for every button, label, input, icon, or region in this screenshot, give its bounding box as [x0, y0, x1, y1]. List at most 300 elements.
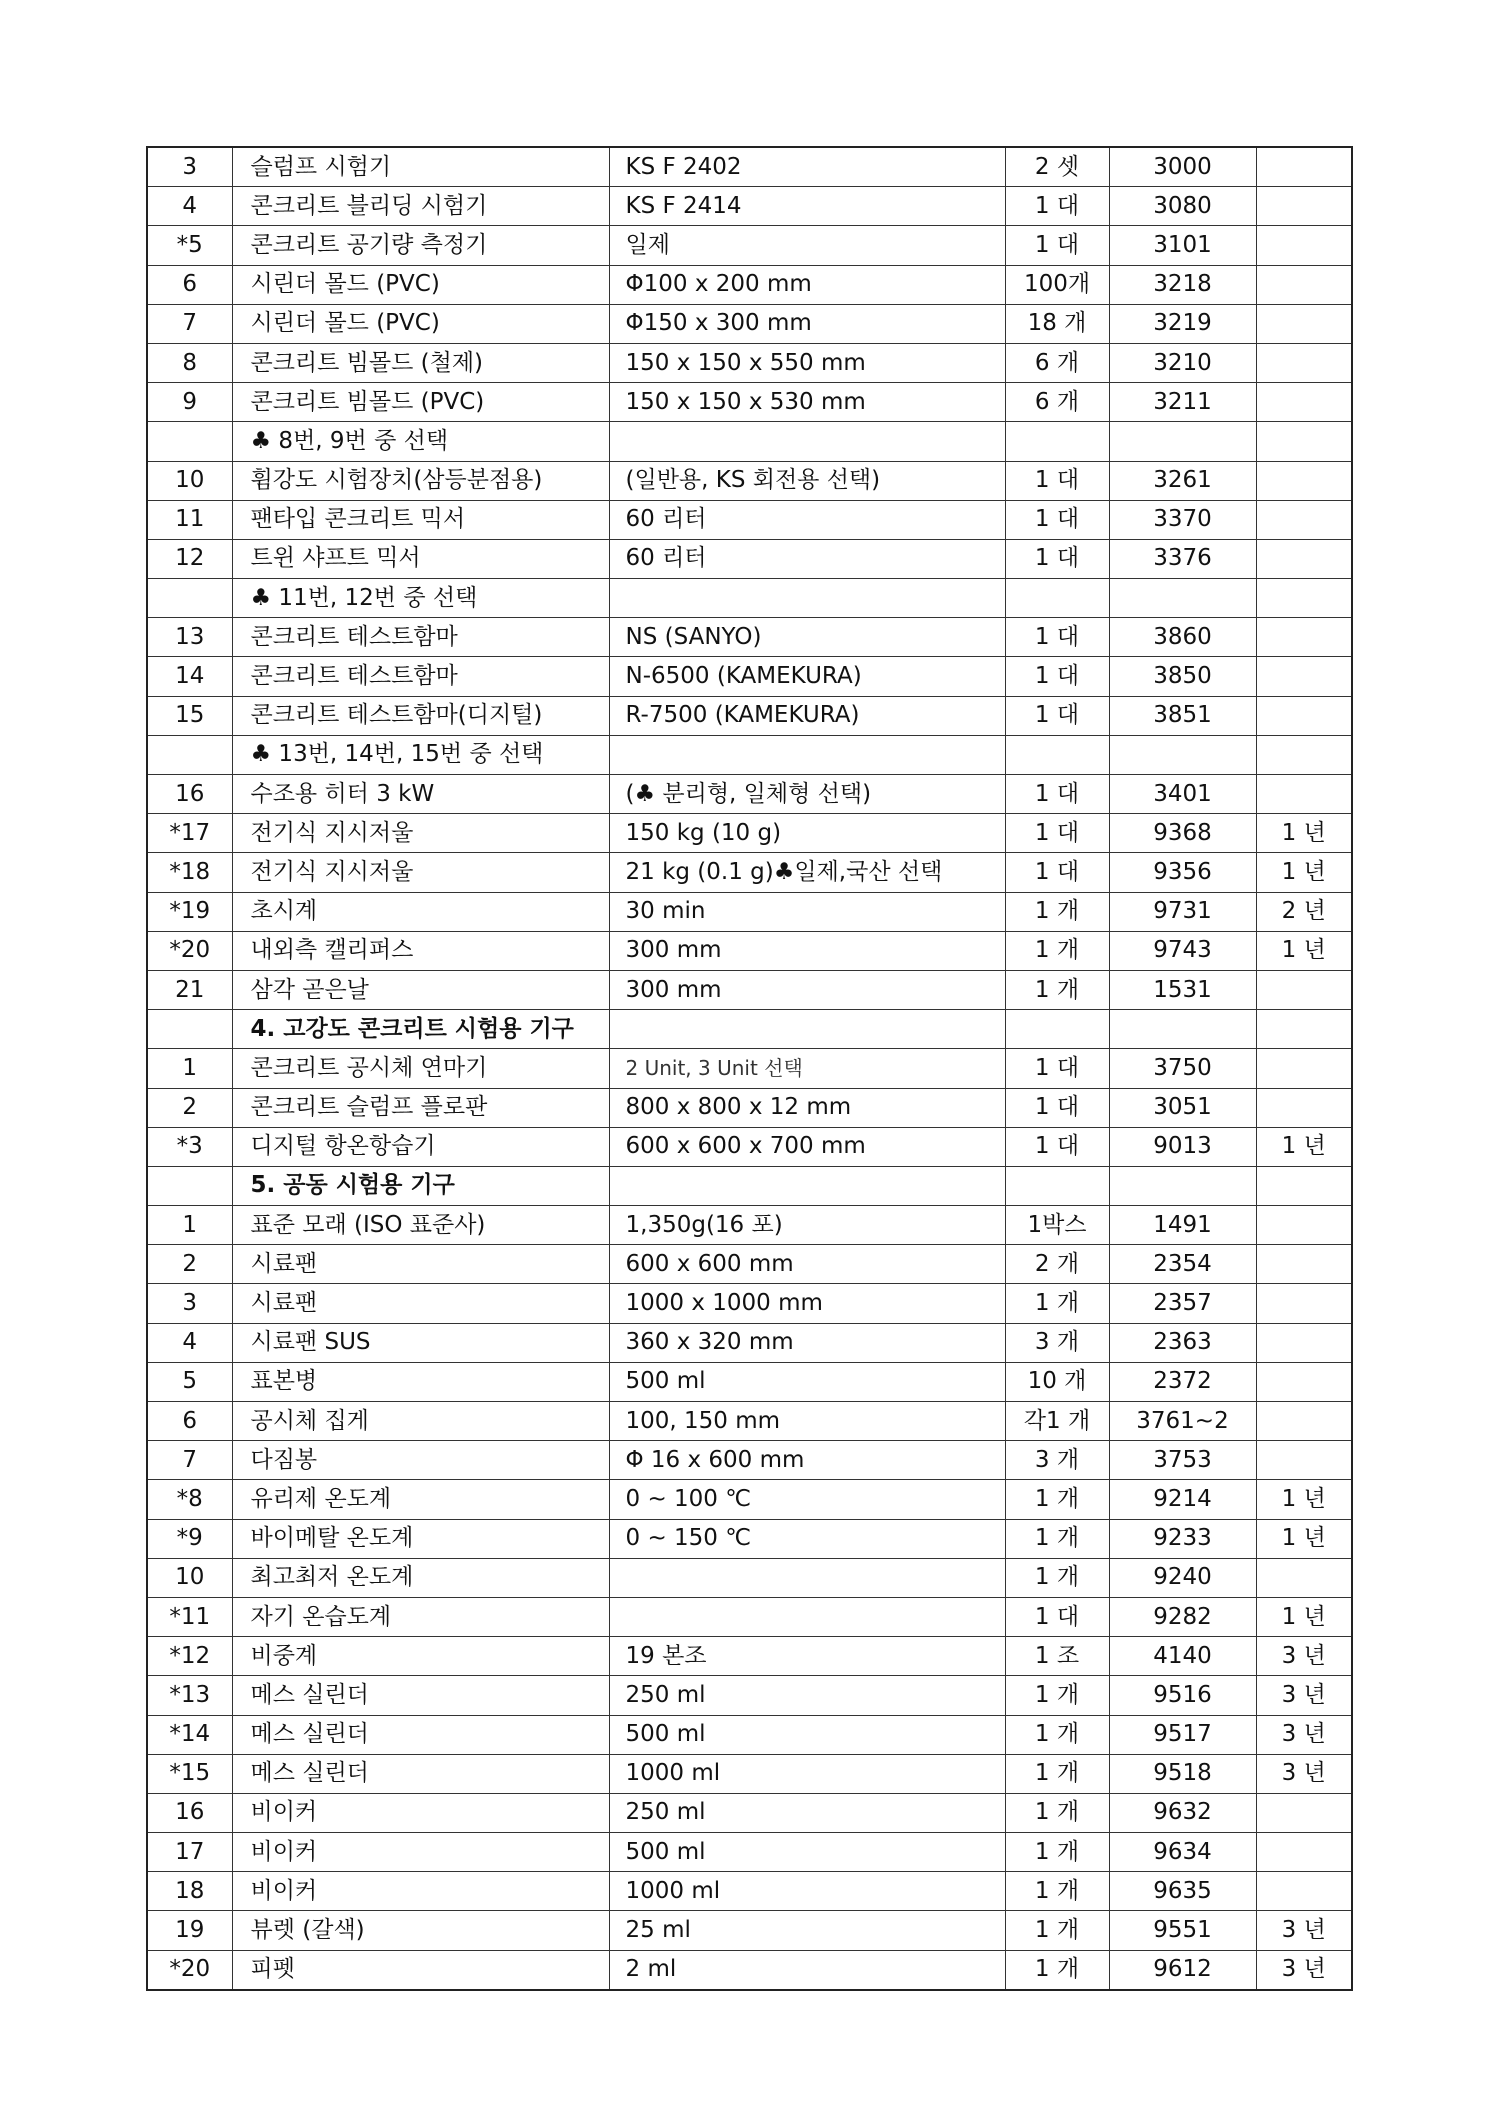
- item-quantity: 1 대: [1005, 500, 1109, 539]
- item-code: 2363: [1109, 1323, 1256, 1362]
- calibration-period: [1256, 147, 1352, 187]
- item-name: 콘크리트 공시체 연마기: [232, 1049, 609, 1088]
- item-spec: 30 min: [609, 892, 1005, 931]
- item-number: 5: [147, 1362, 232, 1401]
- table-row: [147, 1049, 1352, 1088]
- item-spec: 1000 x 1000 mm: [609, 1284, 1005, 1323]
- calibration-period: [1256, 1362, 1352, 1401]
- calibration-period: [1256, 1323, 1352, 1362]
- item-name: 콘크리트 빔몰드 (PVC): [232, 383, 609, 422]
- item-code: 3750: [1109, 1049, 1256, 1088]
- item-number: 11: [147, 500, 232, 539]
- calibration-period: [1256, 1088, 1352, 1127]
- item-number: 15: [147, 696, 232, 735]
- table-row: [147, 1441, 1352, 1480]
- item-code: 9516: [1109, 1676, 1256, 1715]
- item-spec: 250 ml: [609, 1676, 1005, 1715]
- item-spec: 250 ml: [609, 1793, 1005, 1832]
- table-row: [147, 970, 1352, 1009]
- item-quantity: 3 개: [1005, 1441, 1109, 1480]
- item-code: 9743: [1109, 931, 1256, 970]
- calibration-period: 3 년: [1256, 1911, 1352, 1950]
- item-code: 3219: [1109, 304, 1256, 343]
- item-number: 3: [147, 1284, 232, 1323]
- item-spec: 1,350g(16 포): [609, 1206, 1005, 1245]
- table-row: [147, 461, 1352, 500]
- calibration-period: [1256, 775, 1352, 814]
- item-code: 9214: [1109, 1480, 1256, 1519]
- item-name: 최고최저 온도계: [232, 1558, 609, 1597]
- item-code: 3753: [1109, 1441, 1256, 1480]
- item-spec: (♣ 분리형, 일체형 선택): [609, 775, 1005, 814]
- item-quantity: 1 개: [1005, 892, 1109, 931]
- item-number: 16: [147, 775, 232, 814]
- calibration-period: [1256, 383, 1352, 422]
- calibration-period: 3 년: [1256, 1950, 1352, 1990]
- item-name: 전기식 지시저울: [232, 853, 609, 892]
- item-quantity: 1 대: [1005, 187, 1109, 226]
- calibration-period: 1 년: [1256, 1127, 1352, 1166]
- item-quantity: [1005, 579, 1109, 618]
- calibration-period: [1256, 1049, 1352, 1088]
- item-number: 3: [147, 147, 232, 187]
- item-name: 메스 실린더: [232, 1676, 609, 1715]
- table-row: [147, 1519, 1352, 1558]
- item-number: 17: [147, 1833, 232, 1872]
- item-code: 9240: [1109, 1558, 1256, 1597]
- item-quantity: 1 대: [1005, 1088, 1109, 1127]
- item-code: 4140: [1109, 1637, 1256, 1676]
- item-quantity: 1 개: [1005, 931, 1109, 970]
- item-spec: 0 ~ 100 ℃: [609, 1480, 1005, 1519]
- item-number: *17: [147, 814, 232, 853]
- item-name: 비이커: [232, 1833, 609, 1872]
- item-quantity: 1 개: [1005, 1833, 1109, 1872]
- item-spec: 1000 ml: [609, 1754, 1005, 1793]
- item-number: 10: [147, 461, 232, 500]
- item-number: 4: [147, 187, 232, 226]
- table-row: [147, 383, 1352, 422]
- item-code: 3000: [1109, 147, 1256, 187]
- item-number: [147, 422, 232, 461]
- item-number: [147, 1166, 232, 1205]
- item-number: *14: [147, 1715, 232, 1754]
- item-quantity: [1005, 422, 1109, 461]
- calibration-period: [1256, 500, 1352, 539]
- item-spec: Φ 16 x 600 mm: [609, 1441, 1005, 1480]
- item-quantity: 1 대: [1005, 1127, 1109, 1166]
- table-row: [147, 1793, 1352, 1832]
- item-number: *19: [147, 892, 232, 931]
- item-code: 3211: [1109, 383, 1256, 422]
- item-number: 12: [147, 539, 232, 578]
- item-number: 7: [147, 304, 232, 343]
- item-code: 2354: [1109, 1245, 1256, 1284]
- item-spec: 500 ml: [609, 1715, 1005, 1754]
- item-quantity: 1 대: [1005, 853, 1109, 892]
- calibration-period: [1256, 1166, 1352, 1205]
- table-row: [147, 1088, 1352, 1127]
- item-name: 휨강도 시험장치(삼등분점용): [232, 461, 609, 500]
- table-row: [147, 1558, 1352, 1597]
- item-code: 3860: [1109, 618, 1256, 657]
- equipment-table: [146, 146, 1353, 1991]
- item-number: 14: [147, 657, 232, 696]
- item-number: 8: [147, 343, 232, 382]
- calibration-period: [1256, 1010, 1352, 1049]
- table-row: [147, 1911, 1352, 1950]
- item-spec: [609, 1010, 1005, 1049]
- table-row: [147, 226, 1352, 265]
- item-code: 3851: [1109, 696, 1256, 735]
- item-name: 콘크리트 테스트함마(디지털): [232, 696, 609, 735]
- calibration-period: 1 년: [1256, 1480, 1352, 1519]
- item-spec: Φ150 x 300 mm: [609, 304, 1005, 343]
- item-spec: N-6500 (KAMEKURA): [609, 657, 1005, 696]
- item-number: 9: [147, 383, 232, 422]
- item-name: 시린더 몰드 (PVC): [232, 265, 609, 304]
- calibration-period: 3 년: [1256, 1754, 1352, 1793]
- item-quantity: 2 개: [1005, 1245, 1109, 1284]
- item-quantity: 1 대: [1005, 226, 1109, 265]
- item-code: 9612: [1109, 1950, 1256, 1990]
- item-name: 공시체 집게: [232, 1402, 609, 1441]
- table-row: [147, 422, 1352, 461]
- calibration-period: 1 년: [1256, 931, 1352, 970]
- item-code: 2372: [1109, 1362, 1256, 1401]
- table-row: [147, 1362, 1352, 1401]
- calibration-period: 3 년: [1256, 1715, 1352, 1754]
- item-name: 시료팬: [232, 1284, 609, 1323]
- item-spec: 150 x 150 x 550 mm: [609, 343, 1005, 382]
- item-spec: [609, 1166, 1005, 1205]
- item-code: 1531: [1109, 970, 1256, 1009]
- calibration-period: [1256, 1793, 1352, 1832]
- item-number: 18: [147, 1872, 232, 1911]
- item-spec: 일제: [609, 226, 1005, 265]
- item-spec: [609, 1597, 1005, 1636]
- item-code: [1109, 1010, 1256, 1049]
- item-quantity: 1 개: [1005, 1872, 1109, 1911]
- calibration-period: 1 년: [1256, 1597, 1352, 1636]
- item-code: 3210: [1109, 343, 1256, 382]
- calibration-period: 3 년: [1256, 1676, 1352, 1715]
- item-number: 1: [147, 1206, 232, 1245]
- item-number: 1: [147, 1049, 232, 1088]
- item-name: 디지털 항온항습기: [232, 1127, 609, 1166]
- item-quantity: 각1 개: [1005, 1402, 1109, 1441]
- item-number: *20: [147, 931, 232, 970]
- table-row: [147, 500, 1352, 539]
- equipment-table-body: [147, 147, 1352, 1990]
- item-number: 6: [147, 1402, 232, 1441]
- section-heading-row: [147, 1166, 1352, 1205]
- table-row: [147, 1480, 1352, 1519]
- item-name: 콘크리트 공기량 측정기: [232, 226, 609, 265]
- item-name: 콘크리트 테스트함마: [232, 618, 609, 657]
- item-quantity: 1 개: [1005, 1676, 1109, 1715]
- item-spec: 21 kg (0.1 g)♣일제,국산 선택: [609, 853, 1005, 892]
- item-quantity: 1 대: [1005, 657, 1109, 696]
- item-code: 9731: [1109, 892, 1256, 931]
- item-spec: 800 x 800 x 12 mm: [609, 1088, 1005, 1127]
- item-quantity: [1005, 1010, 1109, 1049]
- calibration-period: [1256, 579, 1352, 618]
- item-number: 6: [147, 265, 232, 304]
- calibration-period: [1256, 187, 1352, 226]
- table-row: [147, 1833, 1352, 1872]
- item-number: 16: [147, 1793, 232, 1832]
- item-quantity: 3 개: [1005, 1323, 1109, 1362]
- item-name: 비이커: [232, 1872, 609, 1911]
- item-spec: 25 ml: [609, 1911, 1005, 1950]
- item-name: 수조용 히터 3 kW: [232, 775, 609, 814]
- calibration-period: [1256, 1441, 1352, 1480]
- item-name: 메스 실린더: [232, 1754, 609, 1793]
- calibration-period: [1256, 1872, 1352, 1911]
- item-spec: 300 mm: [609, 970, 1005, 1009]
- item-spec: [609, 1558, 1005, 1597]
- table-row: [147, 1284, 1352, 1323]
- equipment-list-sheet: [146, 146, 1351, 1991]
- item-quantity: 1 개: [1005, 1950, 1109, 1990]
- item-quantity: 10 개: [1005, 1362, 1109, 1401]
- table-row: [147, 735, 1352, 774]
- item-spec: KS F 2414: [609, 187, 1005, 226]
- item-name: 콘크리트 슬럼프 플로판: [232, 1088, 609, 1127]
- table-row: [147, 265, 1352, 304]
- item-number: *18: [147, 853, 232, 892]
- item-spec: R-7500 (KAMEKURA): [609, 696, 1005, 735]
- table-row: [147, 1323, 1352, 1362]
- item-spec: 60 리터: [609, 500, 1005, 539]
- item-code: 9233: [1109, 1519, 1256, 1558]
- calibration-period: 1 년: [1256, 1519, 1352, 1558]
- item-quantity: 1 대: [1005, 1597, 1109, 1636]
- item-code: 3370: [1109, 500, 1256, 539]
- item-quantity: [1005, 1166, 1109, 1205]
- item-spec: 2 Unit, 3 Unit 선택: [609, 1049, 1005, 1088]
- item-spec: Φ100 x 200 mm: [609, 265, 1005, 304]
- item-name: 초시계: [232, 892, 609, 931]
- item-quantity: 1 대: [1005, 539, 1109, 578]
- item-spec: 19 본조: [609, 1637, 1005, 1676]
- calibration-period: 1 년: [1256, 814, 1352, 853]
- table-row: [147, 1754, 1352, 1793]
- item-code: 9632: [1109, 1793, 1256, 1832]
- item-name: 다짐봉: [232, 1441, 609, 1480]
- calibration-period: [1256, 657, 1352, 696]
- item-name: 표본병: [232, 1362, 609, 1401]
- item-spec: 300 mm: [609, 931, 1005, 970]
- item-spec: KS F 2402: [609, 147, 1005, 187]
- item-spec: 150 kg (10 g): [609, 814, 1005, 853]
- item-code: 3261: [1109, 461, 1256, 500]
- item-quantity: 1 개: [1005, 970, 1109, 1009]
- table-row: [147, 1127, 1352, 1166]
- item-code: [1109, 422, 1256, 461]
- table-row: [147, 579, 1352, 618]
- item-quantity: 1 대: [1005, 696, 1109, 735]
- item-code: 3761~2: [1109, 1402, 1256, 1441]
- item-spec: 500 ml: [609, 1833, 1005, 1872]
- item-name: 4. 고강도 콘크리트 시험용 기구: [232, 1010, 609, 1049]
- item-code: [1109, 735, 1256, 774]
- item-name: 트윈 샤프트 믹서: [232, 539, 609, 578]
- item-number: 7: [147, 1441, 232, 1480]
- item-spec: 600 x 600 x 700 mm: [609, 1127, 1005, 1166]
- item-spec: [609, 579, 1005, 618]
- item-quantity: 1 개: [1005, 1793, 1109, 1832]
- item-quantity: 1 개: [1005, 1911, 1109, 1950]
- item-spec: 600 x 600 mm: [609, 1245, 1005, 1284]
- table-row: [147, 1245, 1352, 1284]
- table-row: [147, 187, 1352, 226]
- item-number: 19: [147, 1911, 232, 1950]
- item-quantity: 2 셋: [1005, 147, 1109, 187]
- item-spec: 2 ml: [609, 1950, 1005, 1990]
- item-quantity: 1 개: [1005, 1284, 1109, 1323]
- table-row: [147, 931, 1352, 970]
- table-row: [147, 696, 1352, 735]
- item-name: 비중계: [232, 1637, 609, 1676]
- item-name: 바이메탈 온도계: [232, 1519, 609, 1558]
- item-spec: NS (SANYO): [609, 618, 1005, 657]
- item-code: 9517: [1109, 1715, 1256, 1754]
- item-number: 13: [147, 618, 232, 657]
- calibration-period: [1256, 1206, 1352, 1245]
- table-row: [147, 618, 1352, 657]
- item-spec: [609, 422, 1005, 461]
- item-spec: 500 ml: [609, 1362, 1005, 1401]
- calibration-period: [1256, 1558, 1352, 1597]
- item-name: 슬럼프 시험기: [232, 147, 609, 187]
- item-quantity: 100개: [1005, 265, 1109, 304]
- item-number: *9: [147, 1519, 232, 1558]
- item-name: 유리제 온도계: [232, 1480, 609, 1519]
- item-name: 피펫: [232, 1950, 609, 1990]
- item-code: 9518: [1109, 1754, 1256, 1793]
- table-row: [147, 1206, 1352, 1245]
- table-row: [147, 814, 1352, 853]
- table-row: [147, 1715, 1352, 1754]
- item-quantity: 1 대: [1005, 1049, 1109, 1088]
- item-code: 3218: [1109, 265, 1256, 304]
- item-code: 9013: [1109, 1127, 1256, 1166]
- item-number: *15: [147, 1754, 232, 1793]
- calibration-period: [1256, 970, 1352, 1009]
- calibration-period: [1256, 1833, 1352, 1872]
- calibration-period: [1256, 1245, 1352, 1284]
- item-number: 10: [147, 1558, 232, 1597]
- item-spec: (일반용, KS 회전용 선택): [609, 461, 1005, 500]
- item-spec: 150 x 150 x 530 mm: [609, 383, 1005, 422]
- item-number: *8: [147, 1480, 232, 1519]
- item-name: ♣ 13번, 14번, 15번 중 선택: [232, 735, 609, 774]
- item-name: ♣ 11번, 12번 중 선택: [232, 579, 609, 618]
- item-name: 콘크리트 테스트함마: [232, 657, 609, 696]
- item-spec: 360 x 320 mm: [609, 1323, 1005, 1362]
- item-name: 비이커: [232, 1793, 609, 1832]
- calibration-period: 3 년: [1256, 1637, 1352, 1676]
- item-number: 21: [147, 970, 232, 1009]
- item-number: 2: [147, 1088, 232, 1127]
- item-number: 4: [147, 1323, 232, 1362]
- item-number: *20: [147, 1950, 232, 1990]
- item-name: 표준 모래 (ISO 표준사): [232, 1206, 609, 1245]
- calibration-period: [1256, 304, 1352, 343]
- item-name: 전기식 지시저울: [232, 814, 609, 853]
- item-name: 팬타입 콘크리트 믹서: [232, 500, 609, 539]
- table-row: [147, 892, 1352, 931]
- table-row: [147, 775, 1352, 814]
- item-name: 삼각 곧은날: [232, 970, 609, 1009]
- calibration-period: [1256, 461, 1352, 500]
- item-spec: 100, 150 mm: [609, 1402, 1005, 1441]
- item-code: [1109, 579, 1256, 618]
- item-quantity: 1 대: [1005, 775, 1109, 814]
- item-code: 3376: [1109, 539, 1256, 578]
- item-name: 내외측 캘리퍼스: [232, 931, 609, 970]
- item-quantity: 1박스: [1005, 1206, 1109, 1245]
- item-code: 9551: [1109, 1911, 1256, 1950]
- item-code: 9282: [1109, 1597, 1256, 1636]
- item-name: 콘크리트 블리딩 시험기: [232, 187, 609, 226]
- item-code: 1491: [1109, 1206, 1256, 1245]
- table-row: [147, 343, 1352, 382]
- item-code: 9635: [1109, 1872, 1256, 1911]
- calibration-period: [1256, 422, 1352, 461]
- item-code: 2357: [1109, 1284, 1256, 1323]
- item-name: 시린더 몰드 (PVC): [232, 304, 609, 343]
- item-spec: 1000 ml: [609, 1872, 1005, 1911]
- item-quantity: 6 개: [1005, 383, 1109, 422]
- calibration-period: [1256, 1402, 1352, 1441]
- table-row: [147, 1637, 1352, 1676]
- item-number: 2: [147, 1245, 232, 1284]
- item-number: *3: [147, 1127, 232, 1166]
- section-heading-row: [147, 1010, 1352, 1049]
- table-row: [147, 147, 1352, 187]
- item-code: 3051: [1109, 1088, 1256, 1127]
- item-number: *5: [147, 226, 232, 265]
- item-code: 3850: [1109, 657, 1256, 696]
- table-row: [147, 1402, 1352, 1441]
- item-spec: [609, 735, 1005, 774]
- item-number: [147, 579, 232, 618]
- item-name: ♣ 8번, 9번 중 선택: [232, 422, 609, 461]
- item-quantity: 1 개: [1005, 1519, 1109, 1558]
- item-spec: 0 ~ 150 ℃: [609, 1519, 1005, 1558]
- item-code: 3080: [1109, 187, 1256, 226]
- table-row: [147, 1597, 1352, 1636]
- item-name: 뷰렛 (갈색): [232, 1911, 609, 1950]
- item-code: 9356: [1109, 853, 1256, 892]
- item-name: 시료팬 SUS: [232, 1323, 609, 1362]
- table-row: [147, 853, 1352, 892]
- calibration-period: 1 년: [1256, 853, 1352, 892]
- calibration-period: [1256, 696, 1352, 735]
- calibration-period: [1256, 226, 1352, 265]
- table-row: [147, 1872, 1352, 1911]
- item-quantity: 1 개: [1005, 1754, 1109, 1793]
- item-number: [147, 1010, 232, 1049]
- calibration-period: [1256, 539, 1352, 578]
- item-quantity: 1 대: [1005, 461, 1109, 500]
- item-number: [147, 735, 232, 774]
- item-code: 3101: [1109, 226, 1256, 265]
- calibration-period: 2 년: [1256, 892, 1352, 931]
